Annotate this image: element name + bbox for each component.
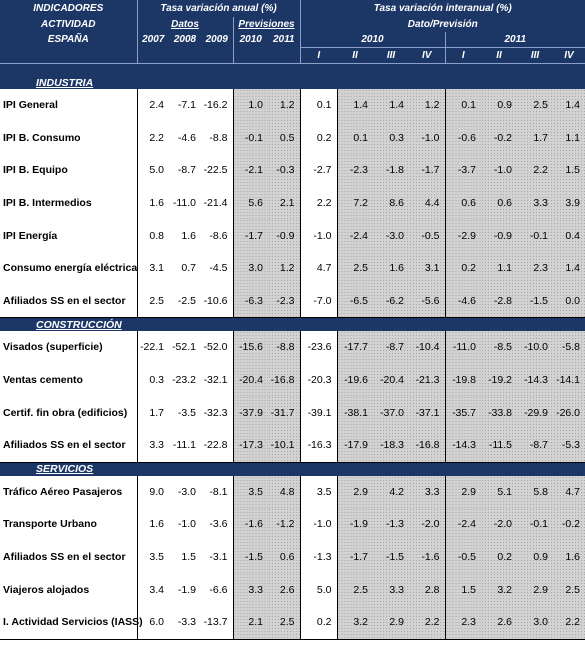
row-value: 0.5 (268, 122, 300, 155)
row-value: -26.0 (553, 396, 585, 429)
row-value: -16.8 (268, 364, 300, 397)
table-row (0, 541, 585, 574)
table-row (0, 573, 585, 606)
row-value: 2.1 (233, 606, 268, 639)
row-value: -4.6 (177, 131, 196, 144)
row-value: -21.3 (409, 364, 445, 397)
row-value: -2.4 (445, 508, 481, 541)
row-label: Afiliados SS en el sector (0, 285, 137, 318)
row-value: -2.0 (481, 508, 517, 541)
row-value: 3.3 (137, 429, 169, 462)
row-value: 2.6 (481, 606, 517, 639)
table-row (0, 331, 585, 364)
row-value: -0.9 (268, 219, 300, 252)
header-dato-prevision: Dato/Previsión (300, 17, 585, 32)
row-value: -22.1 (137, 331, 169, 364)
header-spacer (137, 48, 233, 64)
row-value: -11.1 (169, 429, 201, 462)
row-value: 5.0 (137, 154, 169, 187)
row-value: -1.0 (409, 122, 445, 155)
row-value: -3.1 (209, 551, 228, 564)
section-header (0, 318, 585, 332)
row-value: 2.5 (268, 606, 300, 639)
row-value: -37.1 (409, 396, 445, 429)
row-value: 1.4 (373, 89, 409, 122)
row-value: 9.0 (137, 476, 169, 509)
row-value: 2.6 (268, 573, 300, 606)
header-year-2009: 2009 (201, 32, 233, 48)
table-row (0, 154, 585, 187)
row-value: -2.3 (337, 154, 373, 187)
row-value: -38.1 (337, 396, 373, 429)
row-value: -52.1 (172, 341, 196, 354)
row-value: 2.9 (445, 476, 481, 509)
row-value: 2.2 (553, 606, 585, 639)
row-value: 3.3 (373, 573, 409, 606)
row-value: -0.2 (481, 122, 517, 155)
row-label: Afiliados SS en el sector (3, 551, 126, 564)
header-quarter: III (517, 48, 553, 64)
row-value: -2.8 (481, 285, 517, 318)
row-value: 1.7 (137, 396, 169, 429)
row-value: -20.4 (233, 364, 268, 397)
row-value: 4.7 (553, 476, 585, 509)
row-value: -10.1 (268, 429, 300, 462)
section-title: CONSTRUCCIÓN (0, 318, 585, 332)
row-value: 0.1 (337, 122, 373, 155)
row-value: 3.2 (481, 573, 517, 606)
row-value: 2.5 (337, 573, 373, 606)
row-value: 3.5 (300, 476, 337, 509)
row-value: 6.0 (137, 606, 169, 639)
row-value: -20.4 (373, 364, 409, 397)
row-value: -19.2 (481, 364, 517, 397)
table-row (0, 285, 585, 318)
header-quarter: IV (553, 48, 585, 64)
row-value: 3.3 (233, 573, 268, 606)
table-header (0, 0, 585, 76)
row-value: -20.3 (300, 364, 337, 397)
row-value: -17.9 (337, 429, 373, 462)
row-value: -1.0 (481, 154, 517, 187)
row-value: -0.6 (445, 122, 481, 155)
row-value: -2.9 (445, 219, 481, 252)
row-value: 3.4 (137, 573, 169, 606)
row-value: 1.6 (181, 229, 196, 242)
row-value: -1.3 (373, 508, 409, 541)
row-value: -0.5 (409, 219, 445, 252)
row-value: -37.9 (233, 396, 268, 429)
header-year-2010: 2010 (233, 32, 268, 48)
section-header (0, 462, 585, 476)
row-value: -1.9 (177, 583, 196, 596)
row-value: 0.9 (517, 541, 553, 574)
row-value: -1.7 (337, 541, 373, 574)
row-label: I. Actividad Servicios (IASS) (0, 606, 137, 639)
row-value: -1.5 (517, 285, 553, 318)
header-group-2010: 2010 (300, 32, 445, 48)
row-value: -1.2 (268, 508, 300, 541)
row-value: -8.7 (517, 429, 553, 462)
row-value: -1.0 (300, 219, 337, 252)
row-value: 2.9 (337, 476, 373, 509)
row-value: 3.2 (337, 606, 373, 639)
row-value: 0.2 (300, 122, 337, 155)
row-value: -8.6 (209, 229, 228, 242)
row-value: -31.7 (268, 396, 300, 429)
row-value: -2.7 (300, 154, 337, 187)
row-label: IPI B. Consumo (3, 131, 81, 144)
row-value: 0.2 (481, 541, 517, 574)
row-value: 4.2 (373, 476, 409, 509)
row-value: -32.3 (203, 406, 228, 419)
row-value: 2.9 (373, 606, 409, 639)
row-value: 1.5 (445, 573, 481, 606)
row-value: -3.3 (169, 606, 201, 639)
row-value: -15.6 (233, 331, 268, 364)
row-value: -23.6 (300, 331, 337, 364)
row-value: -0.2 (553, 508, 585, 541)
header-year-2007: 2007 (137, 32, 169, 48)
row-value: 2.2 (300, 187, 337, 220)
row-label: Consumo energía eléctrica (3, 262, 138, 275)
row-value: 2.2 (409, 606, 445, 639)
row-value: -1.6 (409, 541, 445, 574)
row-value: -29.9 (517, 396, 553, 429)
table-row (0, 606, 585, 639)
row-value: 0.6 (445, 187, 481, 220)
row-value: 1.4 (553, 89, 585, 122)
section-header (0, 76, 585, 89)
row-label: IPI Energía (3, 229, 58, 242)
header-tasa-anual: Tasa variación anual (%) (137, 0, 300, 17)
row-value: -5.3 (553, 429, 585, 462)
row-value: 2.3 (445, 606, 481, 639)
header-spacer (0, 48, 137, 64)
table-row (0, 364, 585, 397)
row-value: 1.6 (137, 187, 169, 220)
row-value: -0.1 (233, 122, 268, 155)
row-value: -22.5 (203, 164, 228, 177)
row-value: -8.8 (268, 331, 300, 364)
header-quarter: I (300, 48, 337, 64)
table-body (0, 76, 585, 639)
header-datos: Datos (137, 17, 233, 32)
row-value: -2.1 (233, 154, 268, 187)
row-label: Tráfico Aéreo Pasajeros (3, 485, 123, 498)
row-value: 0.1 (445, 89, 481, 122)
row-value: -2.3 (268, 285, 300, 318)
row-value: -39.1 (300, 396, 337, 429)
header-spacer (233, 48, 300, 64)
row-value: 4.7 (300, 252, 337, 285)
row-value: 3.0 (517, 606, 553, 639)
row-value: -13.7 (201, 606, 233, 639)
row-value: -21.4 (203, 197, 228, 210)
row-label: Afiliados SS en el sector (0, 429, 137, 462)
table-row (0, 476, 585, 509)
row-value: 3.9 (553, 187, 585, 220)
row-value: 0.8 (137, 219, 169, 252)
row-value: 3.3 (517, 187, 553, 220)
row-value: 0.3 (373, 122, 409, 155)
row-value: 0.1 (300, 89, 337, 122)
row-value: -1.8 (373, 154, 409, 187)
row-value: -1.3 (300, 541, 337, 574)
row-value: 3.3 (409, 476, 445, 509)
row-value: 0.7 (181, 262, 196, 275)
row-value: 5.8 (517, 476, 553, 509)
row-value: 1.6 (373, 252, 409, 285)
row-value: -8.7 (177, 164, 196, 177)
row-value: -5.6 (409, 285, 445, 318)
row-value: 0.2 (445, 252, 481, 285)
row-value: -0.5 (445, 541, 481, 574)
row-value: -1.7 (233, 219, 268, 252)
row-value: -10.0 (517, 331, 553, 364)
row-value: 1.4 (337, 89, 373, 122)
row-value: 5.6 (233, 187, 268, 220)
row-value: -1.9 (337, 508, 373, 541)
row-value: -1.5 (233, 541, 268, 574)
row-value: 1.7 (517, 122, 553, 155)
row-value: 3.1 (137, 252, 169, 285)
table-row (0, 429, 585, 462)
row-value: 2.2 (137, 122, 169, 155)
row-value: -3.5 (177, 406, 196, 419)
row-label: Transporte Urbano (3, 518, 97, 531)
section-title: SERVICIOS (0, 462, 585, 476)
row-value: 5.0 (300, 573, 337, 606)
row-value: -6.6 (209, 583, 228, 596)
row-value: 1.5 (553, 154, 585, 187)
table-row (0, 219, 585, 252)
row-value: -10.4 (409, 331, 445, 364)
header-quarter: IV (409, 48, 445, 64)
row-value: -2.5 (169, 285, 201, 318)
row-value: -18.3 (373, 429, 409, 462)
row-label: Visados (superficie) (3, 341, 103, 354)
row-value: -11.0 (445, 331, 481, 364)
row-value: -7.0 (300, 285, 337, 318)
row-value: 4.8 (268, 476, 300, 509)
table-row (0, 508, 585, 541)
row-value: -3.0 (373, 219, 409, 252)
row-value: -0.1 (517, 219, 553, 252)
row-value: -10.6 (201, 285, 233, 318)
row-value: -5.8 (553, 331, 585, 364)
row-value: 0.9 (481, 89, 517, 122)
row-value: -32.1 (203, 374, 228, 387)
row-value: -14.1 (553, 364, 585, 397)
header-quarter: II (481, 48, 517, 64)
row-value: 0.6 (481, 187, 517, 220)
row-label: IPI B. Intermedios (3, 197, 92, 210)
row-value: -52.0 (203, 341, 228, 354)
row-value: 1.5 (181, 551, 196, 564)
row-value: 4.4 (409, 187, 445, 220)
row-value: 0.0 (553, 285, 585, 318)
row-value: -1.6 (233, 508, 268, 541)
row-value: 3.5 (137, 541, 169, 574)
table-row (0, 187, 585, 220)
row-value: -6.5 (337, 285, 373, 318)
header-actividad: ACTIVIDAD (0, 17, 137, 32)
row-value: -8.8 (209, 131, 228, 144)
row-value: 2.2 (517, 154, 553, 187)
row-value: -1.0 (300, 508, 337, 541)
row-value: 2.9 (517, 573, 553, 606)
header-indicadores: INDICADORES (0, 0, 137, 17)
row-label: IPI General (3, 99, 58, 112)
row-value: -2.0 (409, 508, 445, 541)
row-value: 1.1 (553, 122, 585, 155)
row-value: -3.7 (445, 154, 481, 187)
row-value: -0.9 (481, 219, 517, 252)
row-value: 0.6 (268, 541, 300, 574)
row-value: -19.8 (445, 364, 481, 397)
row-value: -33.8 (481, 396, 517, 429)
row-value: 2.5 (337, 252, 373, 285)
header-quarter: III (373, 48, 409, 64)
row-value: -0.3 (268, 154, 300, 187)
row-value: -8.5 (481, 331, 517, 364)
row-value: -16.2 (203, 99, 228, 112)
row-value: -1.5 (373, 541, 409, 574)
row-value: -6.3 (233, 285, 268, 318)
row-value: -1.7 (409, 154, 445, 187)
row-value: 1.0 (233, 89, 268, 122)
header-year-2008: 2008 (169, 32, 201, 48)
row-label: Certif. fin obra (edificios) (3, 406, 128, 419)
row-value: 7.2 (337, 187, 373, 220)
row-value: 1.2 (268, 252, 300, 285)
table-row (0, 122, 585, 155)
row-value: -22.8 (201, 429, 233, 462)
row-value: -16.3 (300, 429, 337, 462)
row-value: -16.8 (409, 429, 445, 462)
header-espana: ESPAÑA (0, 32, 137, 48)
row-value: 2.1 (268, 187, 300, 220)
row-value: -1.0 (177, 518, 196, 531)
row-value: -37.0 (373, 396, 409, 429)
row-value: -7.1 (177, 99, 196, 112)
table-row (0, 396, 585, 429)
header-quarter: II (337, 48, 373, 64)
row-value: 0.4 (553, 219, 585, 252)
row-value: 2.5 (137, 285, 169, 318)
row-label: Viajeros alojados (3, 583, 90, 596)
row-value: -19.6 (337, 364, 373, 397)
row-value: -23.2 (172, 374, 196, 387)
row-value: 2.3 (517, 252, 553, 285)
row-value: -14.3 (445, 429, 481, 462)
row-value: -35.7 (445, 396, 481, 429)
row-value: 2.4 (137, 89, 169, 122)
section-title: INDUSTRIA (0, 76, 585, 89)
row-value: -0.1 (517, 508, 553, 541)
header-tasa-interanual: Tasa variación interanual (%) (300, 0, 585, 17)
row-value: -6.2 (373, 285, 409, 318)
row-value: -17.7 (337, 331, 373, 364)
row-value: -11.0 (172, 197, 196, 210)
header-year-2011: 2011 (268, 32, 300, 48)
row-value: 0.2 (300, 606, 337, 639)
row-value: 2.5 (553, 573, 585, 606)
row-label: Ventas cemento (3, 374, 83, 387)
row-value: -2.4 (337, 219, 373, 252)
row-value: 1.2 (268, 89, 300, 122)
header-quarter: I (445, 48, 481, 64)
row-value: 8.6 (373, 187, 409, 220)
row-value: 2.5 (517, 89, 553, 122)
row-value: 1.1 (481, 252, 517, 285)
row-value: 1.6 (137, 508, 169, 541)
row-value: -3.6 (209, 518, 228, 531)
row-value: -3.0 (177, 485, 196, 498)
row-value: -4.6 (445, 285, 481, 318)
header-previsiones: Previsiones (233, 17, 300, 32)
row-value: 1.4 (553, 252, 585, 285)
row-value: -17.3 (233, 429, 268, 462)
row-value: 0.3 (137, 364, 169, 397)
row-value: 3.1 (409, 252, 445, 285)
table-row (0, 89, 585, 122)
row-value: -11.5 (481, 429, 517, 462)
row-value: 5.1 (481, 476, 517, 509)
row-value: 2.8 (409, 573, 445, 606)
row-value: 3.0 (233, 252, 268, 285)
header-spacer (0, 64, 585, 77)
header-group-2011: 2011 (445, 32, 585, 48)
row-value: -4.5 (209, 262, 228, 275)
row-value: 1.2 (409, 89, 445, 122)
row-value: -14.3 (517, 364, 553, 397)
row-value: -8.1 (209, 485, 228, 498)
table-row (0, 252, 585, 285)
row-value: 3.5 (233, 476, 268, 509)
row-value: -8.7 (373, 331, 409, 364)
row-label: IPI B. Equipo (3, 164, 68, 177)
row-value: 1.6 (553, 541, 585, 574)
